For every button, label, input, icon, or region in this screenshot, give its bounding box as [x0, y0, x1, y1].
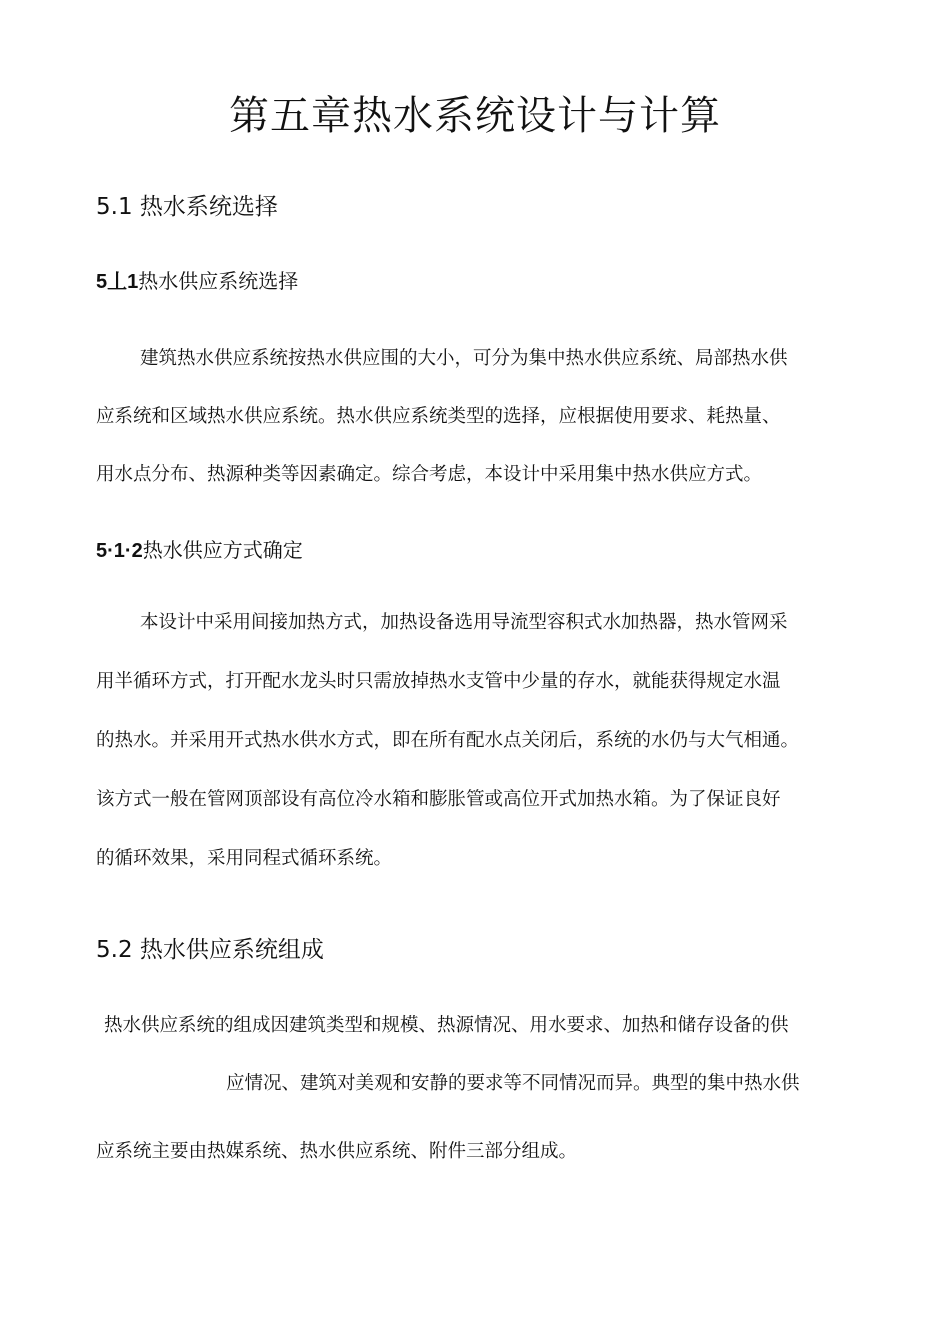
paragraph-line: 应情况、建筑对美观和安静的要求等不同情况而异。典型的集中热水供: [226, 1073, 800, 1094]
paragraph-line: 用水点分布、热源种类等因素确定。综合考虑，本设计中采用集中热水供应方式。: [96, 464, 763, 485]
chapter-title: 第五章热水系统设计与计算: [229, 93, 721, 139]
subsection-title: 热水供应方式确定: [142, 538, 303, 562]
paragraph-line: 的循环效果，采用同程式循环系统。: [96, 848, 393, 869]
subsection-number: 5·1·2: [96, 540, 143, 562]
paragraph-line: 建筑热水供应系统按热水供应围的大小，可分为集中热水供应系统、局部热水供: [140, 348, 788, 369]
subsection-heading-5-1-1: [96, 268, 298, 295]
paragraph-line: 的热水。并采用开式热水供水方式，即在所有配水点关闭后，系统的水仍与大气相通。: [96, 730, 800, 751]
paragraph-line: 热水供应系统的组成因建筑类型和规模、热源情况、用水要求、加热和储存设备的供: [104, 1015, 789, 1036]
subsection-heading-5-1-2: [96, 537, 303, 564]
paragraph-line: 用半循环方式，打开配水龙头时只需放掉热水支管中少量的存水，就能获得规定水温: [96, 671, 781, 692]
paragraph-line: 本设计中采用间接加热方式，加热设备选用导流型容积式水加热器，热水管网采: [140, 612, 788, 633]
subsection-number: 5丄1: [96, 271, 139, 293]
paragraph-line: 应系统和区域热水供应系统。热水供应系统类型的选择，应根据使用要求、耗热量、: [96, 406, 781, 427]
section-heading-5-2: 5.2 热水供应系统组成: [96, 937, 324, 963]
section-heading-5-1: 5.1 热水系统选择: [96, 194, 278, 220]
subsection-title: 热水供应系统选择: [138, 269, 299, 293]
paragraph-line: 应系统主要由热媒系统、热水供应系统、附件三部分组成。: [96, 1141, 578, 1162]
paragraph-line: 该方式一般在管网顶部设有高位冷水箱和膨胀管或高位开式加热水箱。为了保证良好: [96, 789, 781, 810]
